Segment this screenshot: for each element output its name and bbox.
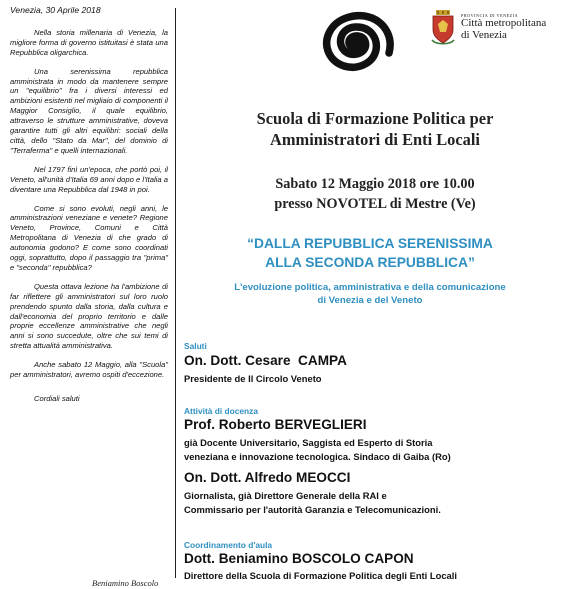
event-location: presso NOVOTEL di Mestre (Ve)	[274, 195, 476, 212]
letter-dateline: Venezia, 30 Aprile 2018	[10, 5, 101, 15]
brand-tiny-line: PROVINCIA DI VENEZIA	[461, 13, 519, 18]
speaker-name-campa: On. Dott. Cesare CAMPA	[184, 353, 347, 368]
speaker-role-berveglieri	[184, 436, 564, 463]
letter-paragraph: Nella storia millenaria di Venezia, la migliore forma di governo istituitasi è stata una Repubblica oligarchica.	[10, 27, 168, 57]
letter-paragraph: Come si sono evoluti, negli anni, le amministrazioni veneziane e venete? Regione Veneto, Province, Comuni e Città Metropolitana di Venezia di che grado di autonomia godono? E come sono coordinati oggi, soprattutto, dopo il passaggio tra "prima" e "seconda" repubblica?	[10, 203, 168, 272]
speaker-role-line: Presidente de Il Circolo Veneto	[184, 373, 322, 384]
letter-closing: Cordiali saluti	[34, 394, 80, 403]
speaker-role-boscolo	[184, 569, 564, 583]
spiral-logo-icon	[309, 6, 401, 78]
section-label-docenza: Attività di docenza	[184, 406, 258, 416]
speaker-role-line: Giornalista, già Direttore Generale della RAI e	[184, 490, 387, 501]
letter-paragraph: Questa ottava lezione ha l'ambizione di far riflettere gli amministratori sul loro ruolo prendendo spunto dalla storia, dalla cultura e dall'economia del proprio territorio e dalle proprie eccellenze amministrative che negli anni si sono succedute, oltre che sui temi di stretta attualità amministrativa.	[10, 281, 168, 351]
school-title	[190, 108, 560, 150]
lesson-subtitle-line-2: di Venezia e del Veneto	[317, 295, 423, 306]
event-details	[190, 175, 560, 214]
event-date: Sabato 12 Maggio 2018 ore 10.00	[275, 176, 475, 192]
lesson-title-line-2: ALLA SECONDA REPUBBLICA”	[265, 255, 475, 270]
speaker-role-line: Commissario per l'autorità Garanzia e Telecomunicazioni.	[184, 503, 441, 515]
school-title-line-1: Scuola di Formazione Politica per	[256, 109, 494, 128]
brand-line-2: di Venezia	[461, 28, 507, 41]
speaker-role-campa	[184, 372, 564, 386]
letter-paragraph: Nel 1797 finì un'epoca, che portò poi, il Veneto, all'unità d'Italia 69 anni dopo e l'Italia a diventare una Repubblica dal 1948 in poi.	[10, 164, 168, 194]
speaker-role-line: già Docente Universitario, Saggista ed Esperto di Storia	[184, 437, 433, 448]
speaker-name-meocci: On. Dott. Alfredo MEOCCI	[184, 470, 351, 485]
section-label-coordinamento: Coordinamento d'aula	[184, 540, 273, 550]
letter-paragraph: Una serenissima repubblica amministrata in modo da mantenere sempre un "equilibrio" fra i diversi interessi ed ambizioni esistenti nel migliaio di componenti il Maggior Consiglio, il quale equilibrio, attraverso le strutture amministrative, doveva garantire tutti gli altri equilibri: sociali della città, dello "Stato da Mar", del dominio di "Terraferma" e quelli internazionali.	[10, 66, 168, 155]
speaker-name-berveglieri: Prof. Roberto BERVEGLIERI	[184, 417, 367, 432]
brand-line-1: Città metropolitana	[461, 17, 547, 29]
coat-of-arms-icon	[430, 10, 456, 46]
speaker-role-line: Direttore della Scuola di Formazione Politica degli Enti Locali	[184, 570, 457, 581]
lesson-subtitle-line-1: L'evoluzione politica, amministrativa e della comunicazione	[234, 282, 506, 293]
school-title-line-2: Amministratori di Enti Locali	[270, 130, 480, 149]
speaker-name-boscolo: Dott. Beniamino BOSCOLO CAPON	[184, 551, 414, 566]
lesson-subtitle	[190, 281, 550, 307]
letter-paragraph: Anche sabato 12 Maggio, alla "Scuola" per amministratori, avremo ospiti d'eccezione.	[10, 360, 168, 380]
column-divider	[175, 8, 176, 578]
lesson-title	[190, 234, 550, 272]
letter-column	[10, 6, 168, 404]
speaker-role-meocci	[184, 489, 564, 516]
section-label-saluti: Saluti	[184, 341, 207, 351]
signature-image	[90, 577, 170, 589]
svg-text:Beniamino Boscolo: Beniamino Boscolo	[92, 578, 159, 588]
lesson-title-line-1: “DALLA REPUBBLICA SERENISSIMA	[247, 236, 493, 251]
speaker-role-line: veneziana e innovazione tecnologica. Sindaco di Gaiba (Ro)	[184, 450, 451, 462]
metropolitan-city-brand	[461, 13, 546, 41]
